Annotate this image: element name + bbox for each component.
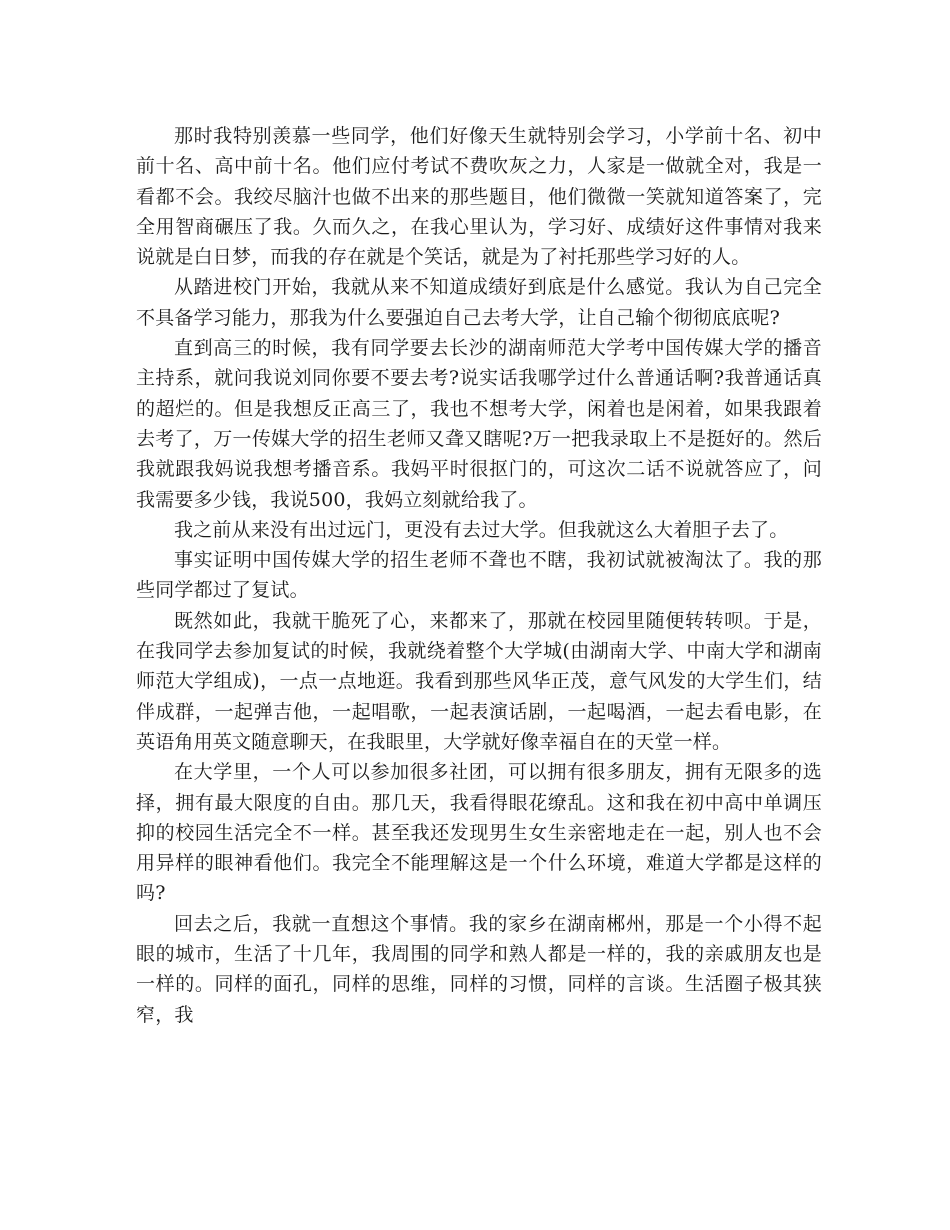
paragraph-2: 从踏进校门开始，我就从来不知道成绩好到底是什么感觉。我认为自己完全不具备学习能力，那我为什么要强迫自己去考大学，让自己输个彻彻底底呢? — [136, 276, 822, 329]
document-body — [136, 121, 822, 1030]
paragraph-6: 既然如此，我就干脆死了心，来都来了，那就在校园里随便转转呗。于是，在我同学去参加复试的时候，我就绕着整个大学城(由湖南大学、中南大学和湖南师范大学组成)，一点一点地逛。我看到那些风华正茂，意气风发的大学生们，结伴成群，一起弹吉他，一起唱歌，一起表演话剧，一起喝酒，一起去看电影，在英语角用英文随意聊天，在我眼里，大学就好像幸福自在的天堂一样。 — [136, 609, 822, 753]
paragraph-3: 直到高三的时候，我有同学要去长沙的湖南师范大学考中国传媒大学的播音主持系，就问我说刘同你要不要去考?说实话我哪学过什么普通话啊?我普通话真的超烂的。但是我想反正高三了，我也不想考大学，闲着也是闲着，如果我跟着去考了，万一传媒大学的招生老师又聋又瞎呢?万一把我录取上不是挺好的。然后我就跟我妈说我想考播音系。我妈平时很抠门的，可这次二话不说就答应了，问我需要多少钱，我说500，我妈立刻就给我了。 — [136, 337, 822, 511]
paragraph-4: 我之前从来没有出过远门，更没有去过大学。但我就这么大着胆子去了。 — [174, 518, 789, 541]
paragraph-1: 那时我特别羡慕一些同学，他们好像天生就特别会学习，小学前十名、初中前十名、高中前十名。他们应付考试不费吹灰之力，人家是一做就全对，我是一看都不会。我绞尽脑汁也做不出来的那些题目，他们微微一笑就知道答案了，完全用智商碾压了我。久而久之，在我心里认为，学习好、成绩好这件事情对我来说就是白日梦，而我的存在就是个笑话，就是为了衬托那些学习好的人。 — [136, 125, 822, 269]
paragraph-7: 在大学里，一个人可以参加很多社团，可以拥有很多朋友，拥有无限多的选择，拥有最大限度的自由。那几天，我看得眼花缭乱。这和我在初中高中单调压抑的校园生活完全不一样。甚至我还发现男生女生亲密地走在一起，别人也不会用异样的眼神看他们。我完全不能理解这是一个什么环境，难道大学都是这样的吗? — [136, 761, 822, 905]
paragraph-8: 回去之后，我就一直想这个事情。我的家乡在湖南郴州，那是一个小得不起眼的城市，生活了十几年，我周围的同学和熟人都是一样的，我的亲戚朋友也是一样的。同样的面孔，同样的思维，同样的习惯，同样的言谈。生活圈子极其狭窄，我 — [136, 912, 822, 1026]
paragraph-5: 事实证明中国传媒大学的招生老师不聋也不瞎，我初试就被淘汰了。我的那些同学都过了复试。 — [136, 549, 822, 602]
